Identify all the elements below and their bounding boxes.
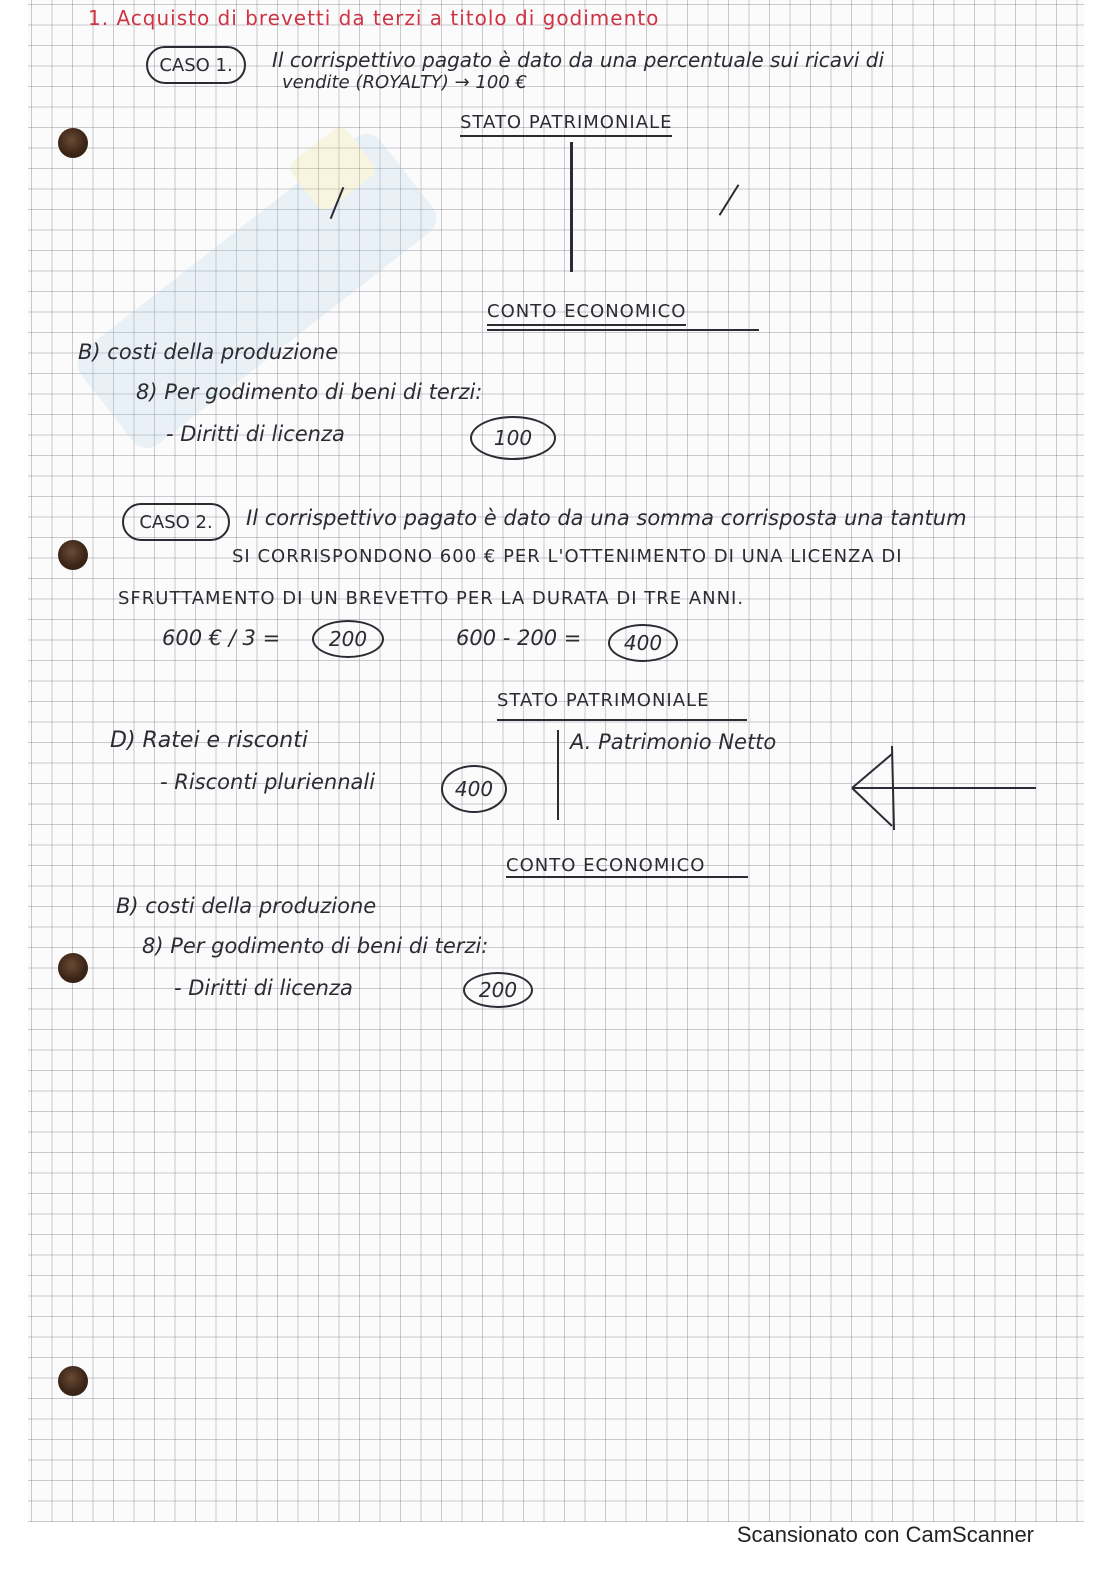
case2-stato-patrimoniale-heading: STATO PATRIMONIALE <box>497 690 710 711</box>
case2-item8: 8) Per godimento di beni di terzi: <box>142 934 489 958</box>
case1-text-line2: vendite (ROYALTY) → 100 € <box>282 72 527 93</box>
case2-d-amount: 400 <box>441 765 507 813</box>
case2-subitem: - Diritti di licenza <box>174 976 353 1000</box>
punch-hole <box>58 953 88 983</box>
case1-conto-economico-heading: CONTO ECONOMICO <box>487 303 686 326</box>
scanner-footer: Scansionato con CamScanner <box>736 1522 1034 1547</box>
case2-amount: 200 <box>463 972 533 1008</box>
case2-calc1-result: 200 <box>312 620 384 658</box>
t-account-divider <box>557 730 559 820</box>
case2-right-item: A. Patrimonio Netto <box>570 730 777 754</box>
case2-text-line2: SI CORRISPONDONO 600 € PER L'OTTENIMENTO DI UNA LICENZA DI <box>232 546 903 567</box>
heading-underline <box>497 719 747 721</box>
arrow-left-icon <box>846 740 1042 834</box>
case2-calc2-result: 400 <box>608 624 678 662</box>
punch-hole <box>58 128 88 158</box>
page-title: 1. Acquisto di brevetti da terzi a titolo di godimento <box>88 6 660 30</box>
case2-d-heading: D) Ratei e risconti <box>110 728 308 753</box>
case1-text-line1: Il corrispettivo pagato è dato da una percentuale sui ricavi di <box>272 48 885 72</box>
case1-amount: 100 <box>470 416 556 460</box>
case2-text-line3: SFRUTTAMENTO DI UN BREVETTO PER LA DURATA DI TRE ANNI. <box>118 588 745 609</box>
heading-underline <box>506 876 748 878</box>
case2-label: CASO 2. <box>122 503 230 541</box>
case2-b-heading: B) costi della produzione <box>116 894 377 918</box>
punch-hole <box>58 540 88 570</box>
case1-subitem: - Diritti di licenza <box>166 422 345 446</box>
t-account-divider <box>570 142 573 272</box>
punch-hole <box>58 1366 88 1396</box>
case1-stato-patrimoniale-heading: STATO PATRIMONIALE <box>460 114 672 137</box>
heading-underline <box>487 329 759 331</box>
case2-text-line1: Il corrispettivo pagato è dato da una somma corrisposta una tantum <box>246 506 967 530</box>
case1-label: CASO 1. <box>146 46 246 84</box>
case2-calc2: 600 - 200 = <box>456 626 582 650</box>
case1-b-heading: B) costi della produzione <box>78 340 339 364</box>
case1-item8: 8) Per godimento di beni di terzi: <box>136 380 483 404</box>
case2-conto-economico-heading: CONTO ECONOMICO <box>506 855 706 876</box>
case2-d-item: - Risconti pluriennali <box>160 770 376 794</box>
case2-calc1: 600 € / 3 = <box>162 626 281 650</box>
